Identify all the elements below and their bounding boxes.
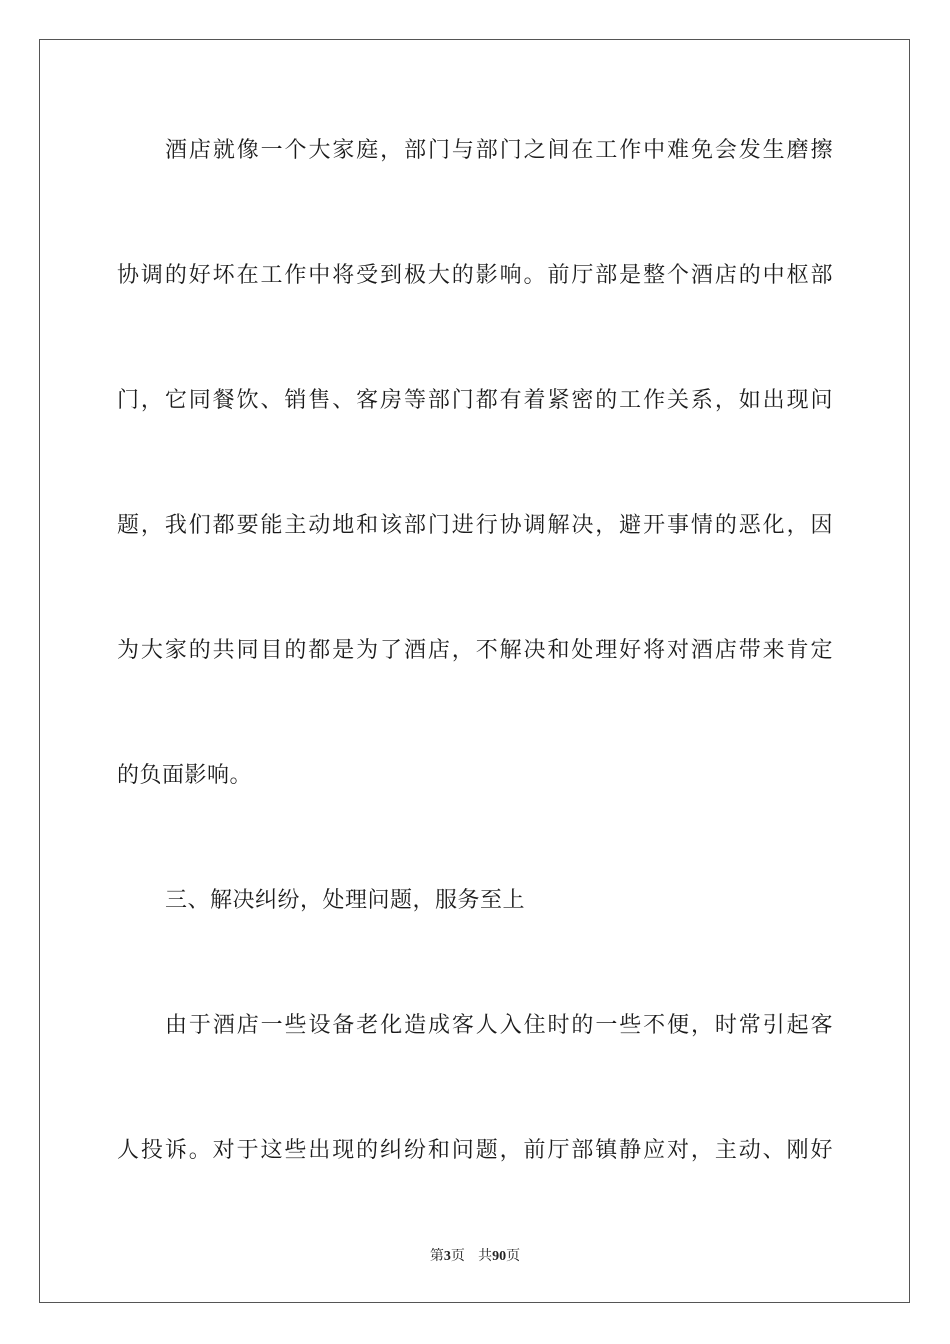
page-border — [39, 39, 910, 1303]
page-prefix: 第 — [429, 1248, 444, 1264]
paragraph-line: 人投诉。对于这些出现的纠纷和问题，前厅部镇静应对，主动、刚好 — [117, 1138, 833, 1163]
total-pages-number: 90 — [492, 1249, 507, 1264]
paragraph-line: 为大家的共同目的都是为了酒店，不解决和处理好将对酒店带来肯定 — [117, 638, 833, 663]
paragraph-line: 由于酒店一些设备老化造成客人入住时的一些不便，时常引起客 — [165, 1013, 833, 1038]
paragraph-line: 的负面影响。 — [117, 763, 253, 788]
paragraph-line: 门，它同餐饮、销售、客房等部门都有着紧密的工作关系，如出现问 — [117, 388, 833, 413]
total-suffix: 页 — [506, 1248, 521, 1264]
page-suffix: 页 — [450, 1248, 465, 1264]
paragraph-line: 协调的好坏在工作中将受到极大的影响。前厅部是整个酒店的中枢部 — [117, 263, 833, 288]
paragraph-line: 酒店就像一个大家庭，部门与部门之间在工作中难免会发生磨擦 — [165, 138, 833, 163]
page-number-footer — [0, 1246, 950, 1267]
total-prefix: 共 — [478, 1248, 493, 1264]
paragraph-line: 题，我们都要能主动地和该部门进行协调解决，避开事情的恶化，因 — [117, 513, 833, 538]
section-heading: 三、解决纠纷，处理问题，服务至上 — [165, 888, 526, 913]
current-page-number: 3 — [443, 1249, 451, 1264]
